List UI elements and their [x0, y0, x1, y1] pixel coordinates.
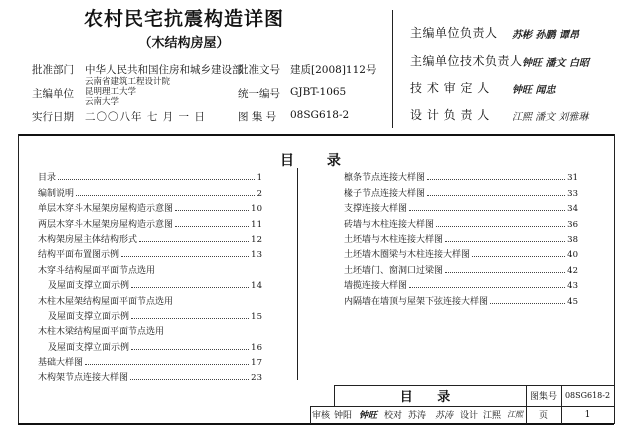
page-number: 1 — [584, 409, 591, 420]
toc-entry-title: 墙揽连接大样图 — [344, 281, 408, 292]
toc-entry[interactable] — [38, 276, 262, 291]
toc-entry[interactable] — [38, 291, 262, 306]
toc-entry-title: 支撑连接大样图 — [344, 204, 408, 215]
proofread-label: 校对 — [383, 411, 402, 421]
toc-entry[interactable] — [38, 368, 262, 383]
toc-leader — [445, 272, 565, 273]
frame-bottom-border — [18, 423, 614, 425]
drawing-title: 目 录 — [399, 390, 461, 405]
toc-column-divider — [297, 168, 298, 380]
proofreader-signature: 苏涛 — [434, 411, 453, 421]
toc-entry-title: 土坯墙木圈梁与木柱连接大样图 — [344, 250, 471, 261]
toc-entry[interactable] — [344, 183, 578, 198]
toc-leader — [427, 195, 565, 196]
signature: 钟旺 闻忠 — [512, 85, 556, 96]
toc-entry[interactable] — [344, 230, 578, 245]
toc-leader — [121, 256, 249, 257]
toc-entry-page: 34 — [567, 204, 578, 215]
toc-leader — [58, 179, 255, 180]
toc-entry-title: 土坯墙门、窗洞口过梁图 — [344, 265, 444, 276]
toc-entry-page: 13 — [251, 250, 262, 261]
editor-unit-line: 昆明理工大学 — [85, 87, 137, 97]
toc-left-column — [38, 168, 262, 383]
toc-right-column — [344, 168, 578, 307]
toc-entry-page: 1 — [256, 173, 262, 184]
toc-leader — [130, 379, 249, 380]
editor-unit-line: 云南大学 — [85, 97, 120, 107]
toc-entry-page: 31 — [567, 173, 578, 184]
toc-entry-title: 椽子节点连接大样图 — [344, 188, 426, 199]
effective-date-label: 实行日期 — [32, 111, 74, 123]
toc-entry-page: 16 — [251, 342, 262, 353]
signature: 江熙 潘文 刘雅琳 — [512, 112, 589, 123]
toc-leader — [436, 226, 565, 227]
toc-leader — [131, 349, 249, 350]
unified-code-value: GJBT-1065 — [290, 86, 347, 98]
responsible-label: 设 计 负 责 人 — [410, 108, 490, 122]
toc-entry-title: 及屋面支撑立面示例 — [48, 311, 130, 322]
toc-leader — [490, 303, 565, 304]
toc-entry-page: 2 — [256, 188, 262, 199]
frame-right-border — [614, 134, 615, 424]
atlas-no-label: 图集号 — [529, 392, 557, 402]
toc-leader — [175, 226, 249, 227]
toc-entry[interactable] — [344, 168, 578, 183]
toc-entry-title: 及屋面支撑立面示例 — [48, 281, 130, 292]
effective-date-value: 二〇〇八年 七 月 一 日 — [85, 111, 206, 123]
toc-entry-title: 内隔墙在墙顶与屋架下弦连接大样图 — [344, 296, 489, 307]
toc-leader — [175, 210, 249, 211]
toc-leader — [131, 287, 249, 288]
toc-entry[interactable] — [38, 307, 262, 322]
toc-entry-title: 土坯墙与木柱连接大样图 — [344, 234, 444, 245]
responsible-label: 技 术 审 定 人 — [410, 81, 490, 95]
toc-entry-page: 36 — [567, 219, 578, 230]
toc-entry[interactable] — [344, 214, 578, 229]
toc-entry[interactable] — [38, 168, 262, 183]
toc-entry[interactable] — [344, 199, 578, 214]
designer-signature: 江熙 — [507, 410, 523, 419]
toc-heading: 目 录 — [280, 153, 355, 169]
toc-leader — [139, 241, 249, 242]
review-label: 审核 — [311, 411, 330, 421]
toc-entry-title: 砖墙与木柱连接大样图 — [344, 219, 435, 230]
proofreader-name: 苏涛 — [407, 411, 426, 421]
toc-leader — [409, 287, 565, 288]
toc-entry[interactable] — [38, 260, 262, 275]
page-label: 页 — [538, 411, 548, 421]
toc-entry-title: 单层木穿斗木屋架房屋构造示意图 — [38, 204, 174, 215]
toc-leader — [445, 241, 565, 242]
toc-entry-page: 43 — [567, 281, 578, 292]
toc-entry[interactable] — [344, 276, 578, 291]
designer-name: 江熙 — [482, 411, 501, 421]
toc-entry-title: 两层木穿斗木屋架房屋构造示意图 — [38, 219, 174, 230]
atlas-no-value: 08SG618-2 — [564, 391, 611, 400]
unified-code-label: 统一编号 — [238, 88, 280, 100]
header-divider — [392, 10, 393, 128]
toc-entry-title: 结构平面布置图示例 — [38, 250, 120, 261]
toc-entry[interactable] — [344, 291, 578, 306]
reviewer-name: 钟阳 — [333, 411, 352, 421]
toc-entry[interactable] — [38, 353, 262, 368]
toc-entry-page: 45 — [567, 296, 578, 307]
toc-entry-page: 14 — [251, 281, 262, 292]
toc-entry[interactable] — [38, 230, 262, 245]
toc-leader — [409, 210, 565, 211]
frame-left-border — [18, 134, 19, 424]
approval-dept-label: 批准部门 — [32, 64, 74, 76]
toc-entry[interactable] — [344, 245, 578, 260]
atlas-no-label: 图 集 号 — [238, 111, 277, 123]
toc-entry-page: 38 — [567, 234, 578, 245]
design-label: 设计 — [459, 411, 478, 421]
toc-leader — [472, 256, 565, 257]
approval-doc-value: 建质[2008]112号 — [290, 64, 377, 76]
toc-entry[interactable] — [38, 199, 262, 214]
toc-entry-title: 木构架节点连接大样图 — [38, 373, 129, 384]
toc-entry-page: 40 — [567, 250, 578, 261]
atlas-title: 农村民宅抗震构造详图 — [83, 8, 284, 30]
toc-entry-title: 木穿斗结构屋面平面节点选用 — [38, 265, 156, 276]
toc-entry-title: 及屋面支撑立面示例 — [48, 342, 130, 353]
approval-dept-value: 中华人民共和国住房和城乡建设部 — [85, 64, 243, 76]
toc-entry[interactable] — [344, 260, 578, 275]
toc-entry-title: 编制说明 — [38, 188, 75, 199]
frame-top-border — [18, 134, 614, 136]
toc-entry[interactable] — [38, 245, 262, 260]
toc-entry[interactable] — [38, 183, 262, 198]
signature: 钟旺 潘文 白昭 — [522, 58, 589, 69]
reviewer-signature: 钟旺 — [358, 411, 377, 421]
toc-entry-page: 12 — [251, 234, 262, 245]
toc-leader — [131, 318, 249, 319]
toc-entry-title: 檩条节点连接大样图 — [344, 173, 426, 184]
editor-unit-line: 云南省建筑工程设计院 — [85, 77, 171, 87]
toc-entry-page: 10 — [251, 204, 262, 215]
atlas-subtitle: （木结构房屋） — [138, 36, 230, 51]
toc-entry[interactable] — [38, 322, 262, 337]
toc-leader — [76, 195, 255, 196]
signature: 苏彬 孙鹏 谭昂 — [512, 30, 579, 41]
toc-entry-page: 17 — [251, 358, 262, 369]
responsible-label: 主编单位负责人 — [410, 26, 498, 40]
toc-entry-page: 42 — [567, 265, 578, 276]
toc-entry[interactable] — [38, 337, 262, 352]
toc-entry[interactable] — [38, 214, 262, 229]
editor-unit-label: 主编单位 — [32, 88, 74, 100]
toc-entry-title: 基础大样图 — [38, 358, 84, 369]
toc-entry-page: 33 — [567, 188, 578, 199]
toc-entry-page: 23 — [251, 373, 262, 384]
toc-entry-title: 木柱木梁结构屋面平面节点选用 — [38, 327, 165, 338]
approval-doc-label: 批准文号 — [238, 64, 280, 76]
toc-entry-title: 目录 — [38, 173, 57, 184]
toc-leader — [427, 179, 565, 180]
toc-entry-page: 15 — [251, 311, 262, 322]
toc-entry-title: 木构架房屋主体结构形式 — [38, 234, 138, 245]
responsible-label: 主编单位技术负责人 — [410, 54, 523, 68]
toc-leader — [85, 364, 249, 365]
toc-entry-page: 11 — [251, 219, 262, 230]
atlas-no-value: 08SG618-2 — [290, 109, 350, 121]
toc-entry-title: 木柱木屋架结构屋面平面节点选用 — [38, 296, 174, 307]
